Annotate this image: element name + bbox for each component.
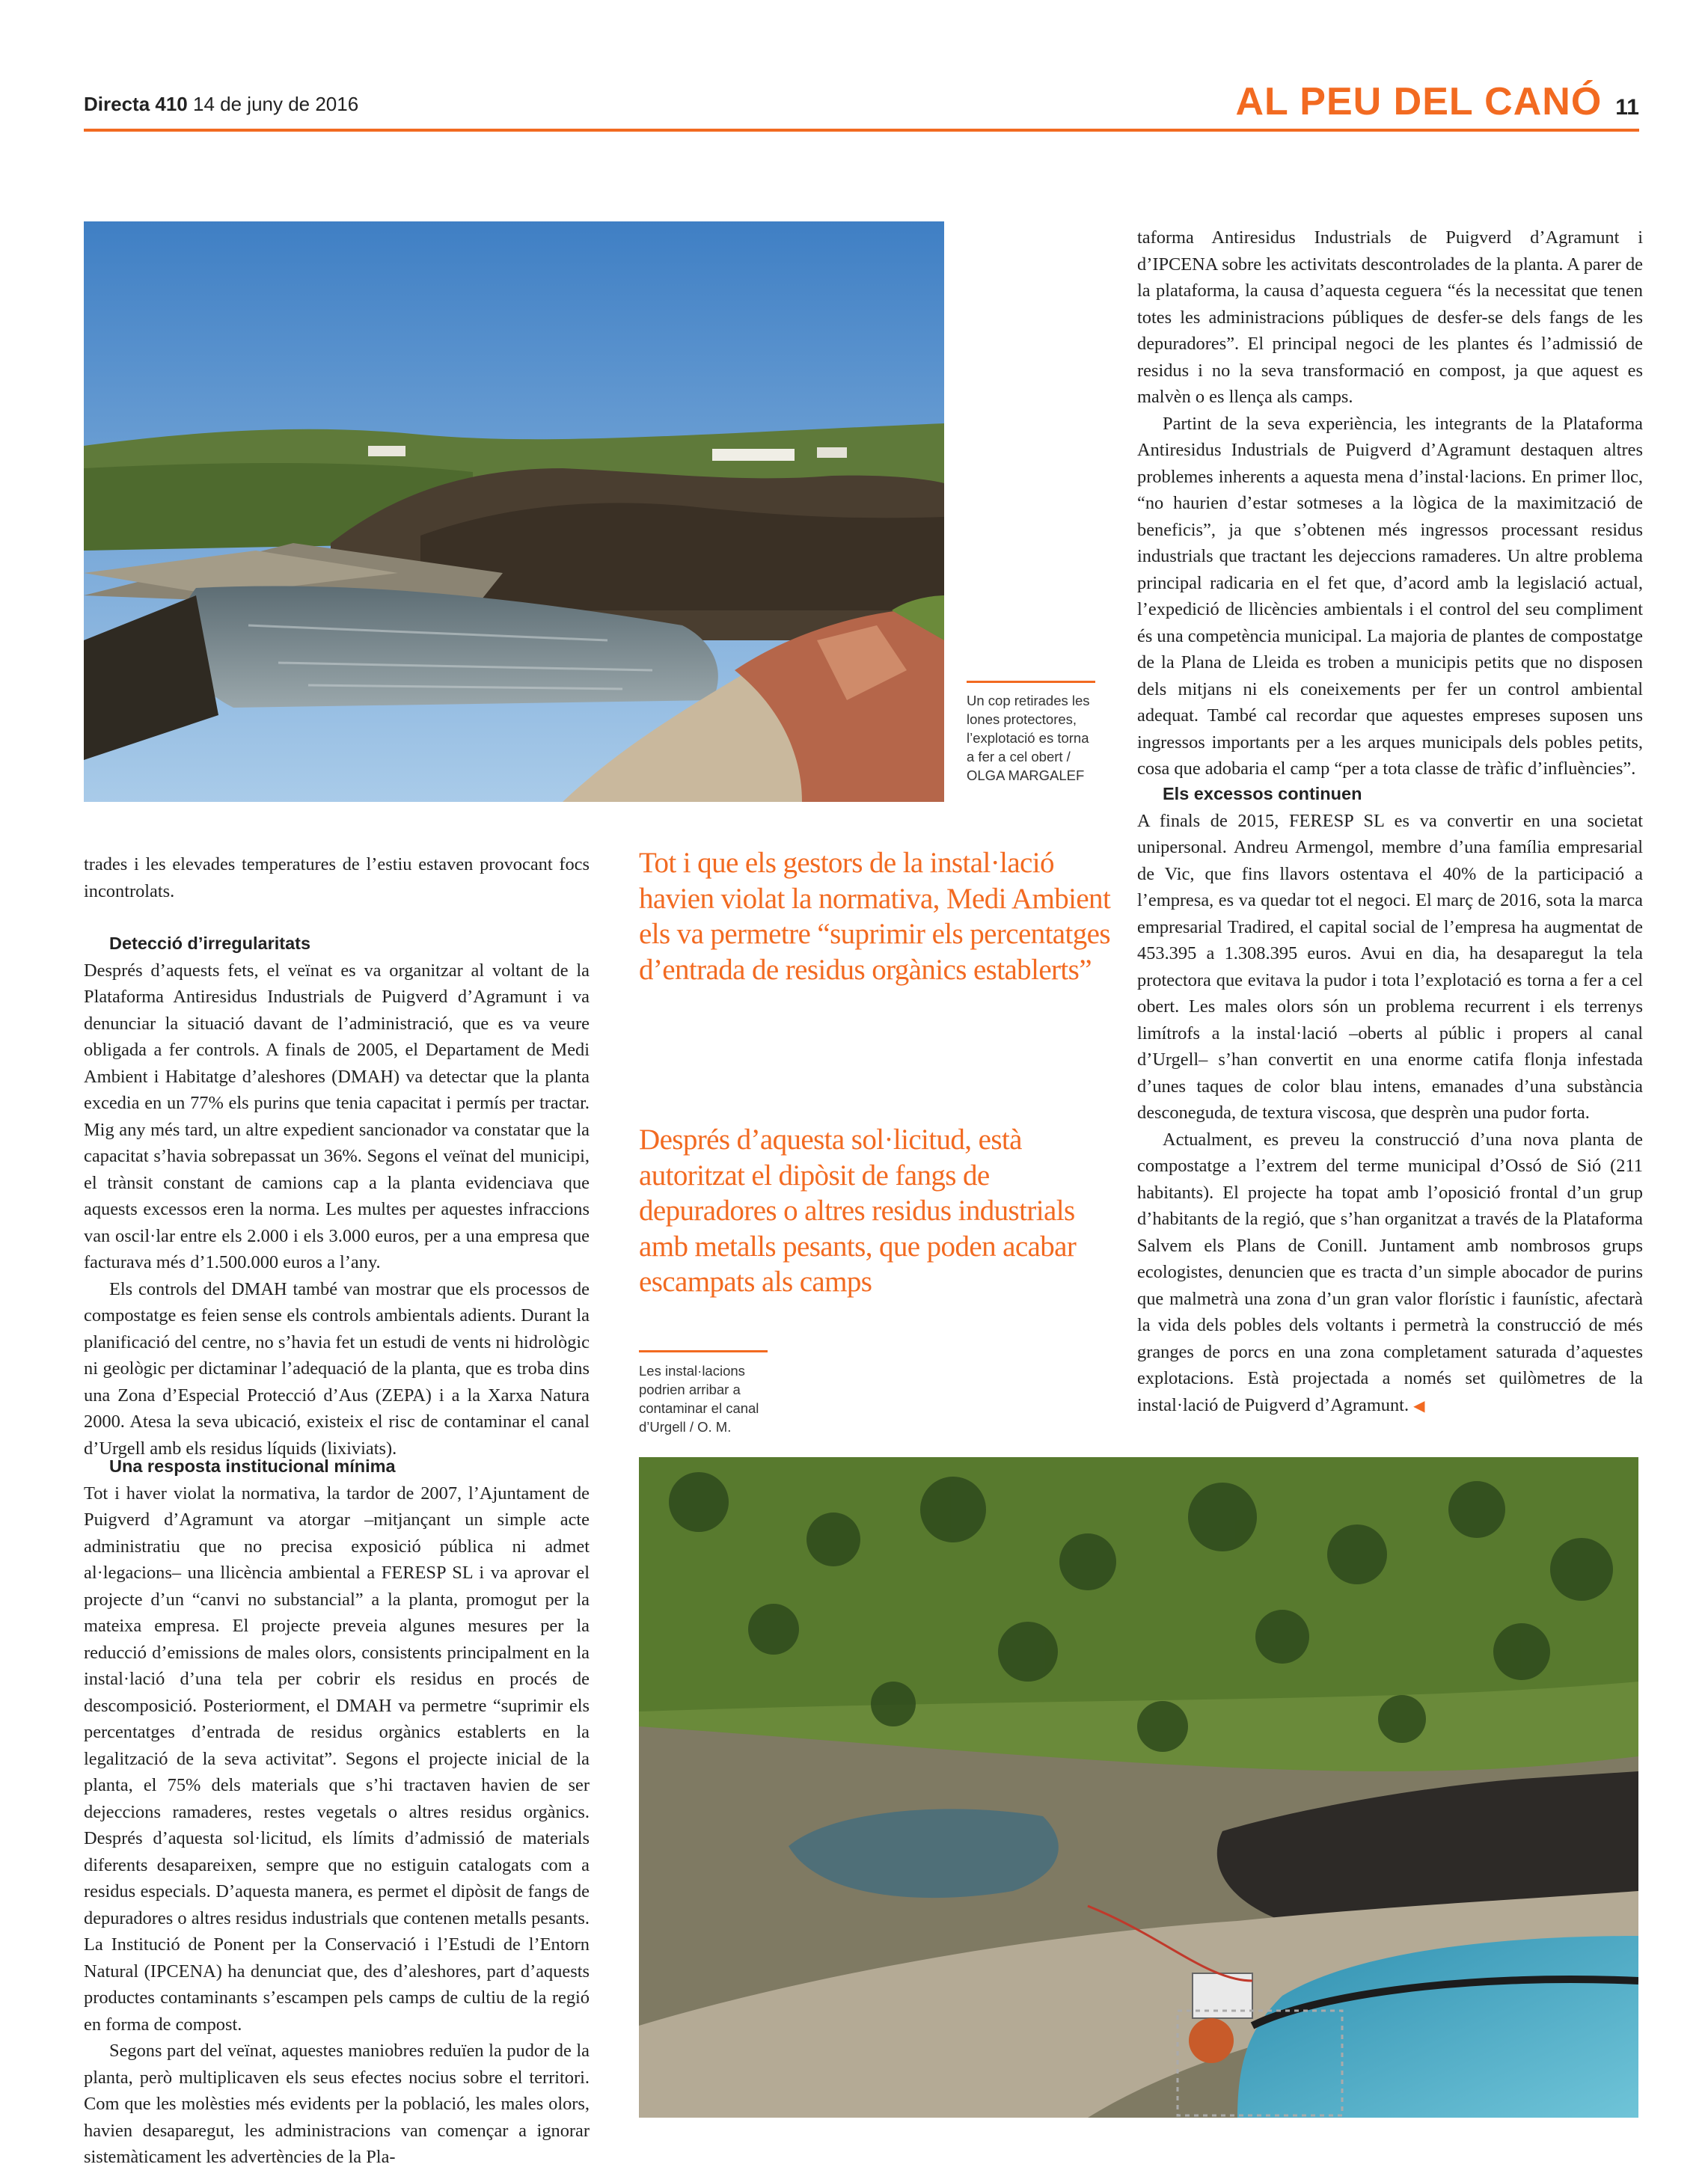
issue-info (84, 93, 358, 116)
page-number: 11 (1615, 95, 1639, 120)
subheading: Una resposta institucional mínima (109, 1456, 396, 1476)
subheading: Detecció d’irregularitats (109, 934, 311, 953)
article-column-left-upper (84, 851, 590, 1462)
paragraph: taforma Antiresidus Industrials de Puigverd d’Agramunt i d’IPCENA sobre les activitats descontrolades de la planta. A parer de la plataforma, la causa d’aquesta ceguera “és la necessitat que tenen totes les administracions públiques de desfer-se dels fangs de les depuradores”. El principal negoci de les plantes és l’admissió de residus i no la seva transformació en compost, ja que aquest es malvèn o es llença als camps. (1137, 227, 1643, 407)
issue-date: 14 de juny de 2016 (193, 93, 359, 115)
article-column-left-lower (84, 1453, 590, 2171)
pull-quote: Tot i que els gestors de la instal·lació havien violat la normativa, Medi Ambient els va permetre “suprimir els percentatges d’entrada de residus orgànics establerts” (639, 847, 1111, 986)
paragraph: Partint de la seva experiència, les integrants de la Plataforma Antiresidus Industrials de Puigverd d’Agramunt destaquen altres problemes inherents a aquesta mena d’instal·lacions. En primer lloc, “no haurien d’estar sotmeses a la lògica de la maximització de beneficis”, ja que s’obtenen més ingressos processant residus industrials que tractant les dejeccions ramaderes. Un altre problema principal radicaria en el fet que, d’acord amb la legislació actual, l’expedició de llicències ambientals i el control del seu compliment és una competència municipal. La majoria de plantes de compostatge de la Plana de Lleida es troben a municipis petits que no disposen dels mitjans ni els coneixements per fer un control ambiental adequat. També cal recordar que aquestes empreses suposen uns ingressos importants per a les arques municipals dels pobles petits, cosa que adobaria el camp “per a tota classe de tràfic d’influències”. (1137, 413, 1643, 779)
paragraph: Els controls del DMAH també van mostrar que els processos de compostatge es feien sense els controls ambientals adients. Durant la planificació del centre, no s’havia fet un estudi de vents ni hidrològic ni geològic per dictaminar l’adequació de la planta, que es troba dins una Zona d’Especial Protecció d’Aus (ZEPA) i a la Xarxa Natura 2000. Atesa la seva ubicació, existeix el risc de contaminar el canal d’Urgell amb els residus líquids (lixiviats). (84, 1278, 590, 1459)
photo-caption-bottom: Les instal·lacions podrien arribar a contaminar el canal d’Urgell / O. M. (639, 1363, 759, 1435)
subheading: Els excessos continuen (1163, 784, 1362, 803)
header-rule (84, 129, 1639, 132)
paragraph: Segons part del veïnat, aquestes maniobres reduïen la pudor de la planta, però multiplicaven els seus efectes nocius sobre el territori. Com que les molèsties més evidents per la població, les males olors, havien desaparegut, les administracions van començar a ignorar sistemàticament les advertències de la Pla- (84, 2041, 590, 2167)
end-of-article-icon: ◀ (1413, 1397, 1425, 1415)
paragraph: Tot i haver violat la normativa, la tardor de 2007, l’Ajuntament de Puigverd d’Agramunt va atorgar –mitjançant un simple acte administratiu que no precisa exposició pública ni admet al·legacions– una llicència ambiental a FERESP SL i va aprovar el projecte d’un “canvi no substancial” a la planta, promogut per la mateixa empresa. El projecte preveia algunes mesures per la reducció d’emissions de males olors, consistents principalment en la instal·lació d’una tela per cobrir els residus en procés de descomposició. Posteriorment, el DMAH va permetre “suprimir els percentatges d’entrada de residus orgànics establerts en la legalització de la seva activitat”. Segons el projecte inicial de la planta, el 75% dels materials que s’hi tractaven havien de ser dejeccions ramaderes, restes vegetals o altres residus orgànics. Després d’aquesta sol·licitud, els límits d’admissió de materials diferents desapareixen, sempre que no estiguin catalogats com a residus especials. D’aquesta manera, es permet el dipòsit de fangs de depuradores o altres residus industrials que contenen metalls pesants. La Institució de Ponent per la Conservació i l’Estudi de l’Entorn Natural (IPCENA) ha denunciat que, des d’aleshores, part d’aquests productes contaminants s’escampen pels camps de cultiu de la regió en forma de compost. (84, 1483, 590, 2035)
article-column-right-lower (1137, 781, 1643, 1420)
paragraph: A finals de 2015, FERESP SL es va convertir en una societat unipersonal. Andreu Armengol, membre d’una família empresarial de Vic, que fins llavors ostentava el 40% de la participació a l’empresa, es va quedar tot el negoci. El març de 2016, sota la marca empresarial Tradired, el capital social de l’empresa ha augmentat de 453.395 a 1.308.395 euros. Avui en dia, ha desaparegut la tela protectora que evitava la pudor i tota l’explotació es torna a fer a cel obert. Les males olors són un problema recurrent i els terrenys limítrofs a la instal·lació –oberts al públic i propers al canal d’Urgell– s’han convertit en una enorme catifa flonja infestada d’unes taques de color blau intens, emanades d’una substància desconeguda, de textura viscosa, que desprèn una pudor forta. (1137, 810, 1643, 1123)
paragraph-text: Actualment, es preveu la construcció d’una nova planta de compostatge a l’extrem del terme municipal d’Ossó de Sió (211 habitants). El projecte ha topat amb l’oposició frontal d’un grup d’habitants de la regió, que s’han organitzat a través de la Plataforma Salvem els Plans de Conill. Juntament amb nombrosos grups ecologistes, denuncien que es tracta d’un simple abocador de purins que malmetrà una zona d’un gran valor florístic i faunístic, afectarà la vida dels pobles dels voltants i permetrà la construcció de més granges de porcs en una zona completament saturada d’aquestes explotacions. Està projectada a només set quilòmetres de la instal·lació de Puigverd d’Agramunt. (1137, 1129, 1643, 1415)
article-column-right-upper (1137, 224, 1643, 782)
section-title: AL PEU DEL CANÓ (1235, 80, 1603, 123)
paragraph (1137, 1127, 1643, 1421)
pull-quote: Després d’aquesta sol·licitud, està autoritzat el dipòsit de fangs de depuradores o altres residus industrials amb metalls pesants, que poden acabar escampats als camps (639, 1124, 1077, 1298)
publication-name: Directa 410 (84, 93, 188, 115)
paragraph: Després d’aquests fets, el veïnat es va organitzar al voltant de la Plataforma Antiresidus Industrials de Puigverd d’Agramunt i va denunciar la situació davant de l’administració, que es va veure obligada a fer controls. A finals de 2005, el Departament de Medi Ambient i Habitatge d’aleshores (DMAH) va detectar que la planta excedia en un 77% els purins que tenia capacitat i permís per tractar. Mig any més tard, un altre expedient sancionador va constatar que la capacitat s’havia sobrepassat un 36%. Segons el veïnat del municipi, el trànsit constant de camions cap a la planta evidenciava que aquests excessos eren la norma. Les multes per aquestes infraccions van oscil·lar entre els 2.000 i els 3.000 euros, per a una empresa que facturava més d’1.500.000 euros a l’any. (84, 960, 590, 1272)
photo-caption-top: Un cop retirades les lones protectores, l’explotació es torna a fer a cel obert / OLGA MARGALEF (967, 693, 1090, 783)
photo-canal-pools (639, 1457, 1638, 2118)
caption-rule (639, 1350, 768, 1352)
section-header (1235, 79, 1639, 124)
caption-rule (967, 681, 1095, 683)
photo-compost-plant (84, 221, 944, 802)
paragraph: trades i les elevades temperatures de l’estiu estaven provocant focs incontrolats. (84, 854, 590, 901)
